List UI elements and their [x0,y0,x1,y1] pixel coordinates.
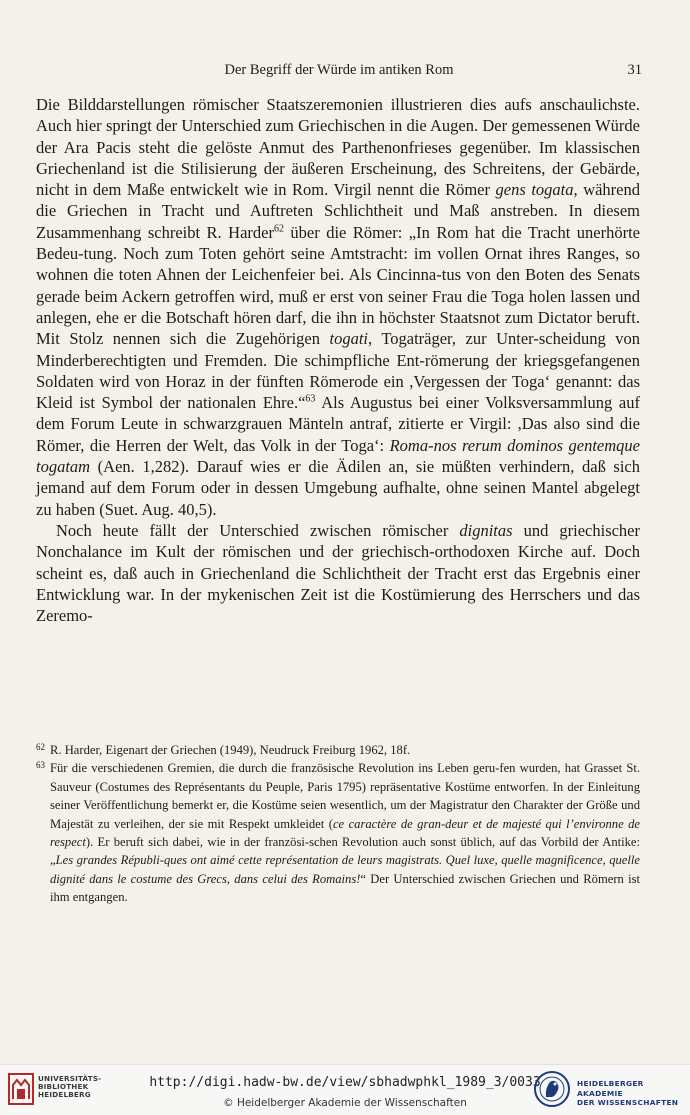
academy-name-line: DER WISSENSCHAFTEN [577,1098,679,1107]
footnote-ref-62[interactable]: 62 [273,223,284,235]
text-run: (Aen. 1,282). Darauf wies er die Ädilen an, sie müßten verhindern, daß sich jemand auf dem Forum oder in dessen Umgebung aufhalte, ohne seinen Mantel abgelegt zu haben (Suet. Aug. 40,5). [36,457,640,519]
text-run: Noch heute fällt der Unterschied zwischen römischer [56,520,460,540]
italic-phrase: gens togata [495,180,574,200]
footnote-number: 62 [36,742,45,752]
text-run: und griechischer Nonchalance im Kult der römischen und der griechisch-orthodoxen Kirche auf. Doch scheint es, daß auch in Griechenland die Schlichtheit der Tracht erst das Ergebnis einer Entwicklung war. In der mykenischen Zeit ist die Kostümierung des Herrschers und das Zeremo- [36,520,641,626]
footnote-ref-63[interactable]: 63 [305,393,316,405]
footnotes [36,741,640,907]
footnote-text: Für die verschiedenen Gremien, die durch die französische Revolution ins Leben geru-fen wurden, hat Grasset St. Sauveur (Costumes des Représentants du Peuple, Paris 1795) repräsentative Kostüme entworfen. In der Einleitung seiner Veröffentlichung bemerkt er, die Kostüme seien wesentlich, um der Magistratur den Charakter der Größe und Majestät zu verleihen, der sie mit Respekt umkleidet ( [50,761,640,831]
footnote-text: “ Der Unterschied zwischen Griechen und Römern ist ihm entgangen. [50,871,640,905]
text-run: , während die Griechen in Tracht und Auftreten Schlichtheit und Maß anstreben. In diesem Zusammenhang schreibt R. Harder [36,180,640,242]
main-text [36,94,640,626]
italic-quote: Les grandes Républi-ques ont aimé cette représentation de leurs magistrats. Quel luxe, quelle magnificence, quelle dignité dans le costume des Grecs, dans celui des Romains! [50,853,640,886]
paragraph-1 [36,94,640,520]
footnote-number: 63 [36,760,45,771]
running-title: Der Begriff der Würde im antiken Rom [224,62,454,78]
text-run: Als Augustus bei einer Volksversammlung auf dem Forum Leute in schwarzgrauen Mänteln antraf, zitierte er Virgil: ,Das also sind die Römer, die Herren der Welt, das Volk in der Toga‘: [36,393,640,455]
page-url-link[interactable]: http://digi.hadw-bw.de/view/sbhadwphkl_1989_3/0033 [149,1075,541,1090]
italic-phrase: togati [329,329,368,349]
text-run: über die Römer: „In Rom hat die Tracht unerhörte Bedeu-tung. Noch zum Toten gehört seine Amtstracht: im vollen Ornat ihres Ranges, so wohnen die toten Ahnen der Leichenfeier bei. Als Cincinna-tus von den Boten des Senats gerade beim Ackern getroffen wird, muß er erst von seiner Frau die Toga holen lassen und anlegen, ehe er die Botschaft hören darf, die ihn in höchster Staatsnot zum Dictator beruft. Mit Stolz nennen sich die Zugehörigen [36,222,640,349]
copyright-text: © Heidelberger Akademie der Wissenschaften [223,1097,467,1109]
academy-seal-icon[interactable] [533,1070,571,1108]
footnote-63 [36,759,640,906]
text-run: , Togaträger, zur Unter-scheidung von Minderberechtigten und Fremden. Die schimpfliche Ent-römerung der kriegsgefangenen Soldaten wird von Horaz in der fünften Römerode ein ,Vergessen der Toga‘ genannt: das Kleid ist Symbol der nationalen Ehre.“ [36,329,640,413]
academy-name-line: HEIDELBERGER AKADEMIE [577,1079,644,1098]
italic-phrase: dignitas [459,520,513,540]
footnote-text: R. Harder, Eigenart der Griechen (1949), Neudruck Freiburg 1962, 18f. [50,743,411,757]
library-name-line: UNIVERSITÄTS- [38,1074,102,1083]
academy-name [577,1079,690,1108]
footnote-62 [36,741,640,759]
paragraph-2 [36,520,640,626]
footnote-text: ). Er beruft sich dabei, wie in der französi-schen Revolution auch sonst üblich, auf das Vorbild der Antike: „ [50,835,640,868]
text-run: Die Bilddarstellungen römischer Staatszeremonien illustrieren dies aufs anschaulichste. Auch hier springt der Unterschied zum Griechischen in die Augen. Der gemessenen Würde der Ara Pacis steht die gelöste Anmut des Parthenonfrieses gegenüber. Im klassischen Griechenland ist die Stilisierung der äußeren Erscheinung, des Schreitens, der Gebärde, nicht in dem Maße entwickelt wie in Rom. Virgil nennt die Römer [36,95,640,200]
library-name-line: HEIDELBERG [38,1090,91,1100]
italic-quote: ce caractère de gran-deur et de majesté qui l’environne de respect [50,816,641,850]
viewer-footer [0,1064,690,1115]
page-number: 31 [627,62,642,78]
italic-quote: Roma-nos rerum dominos gentemque togatam [36,435,640,477]
library-name-line: BIBLIOTHEK [38,1082,89,1092]
